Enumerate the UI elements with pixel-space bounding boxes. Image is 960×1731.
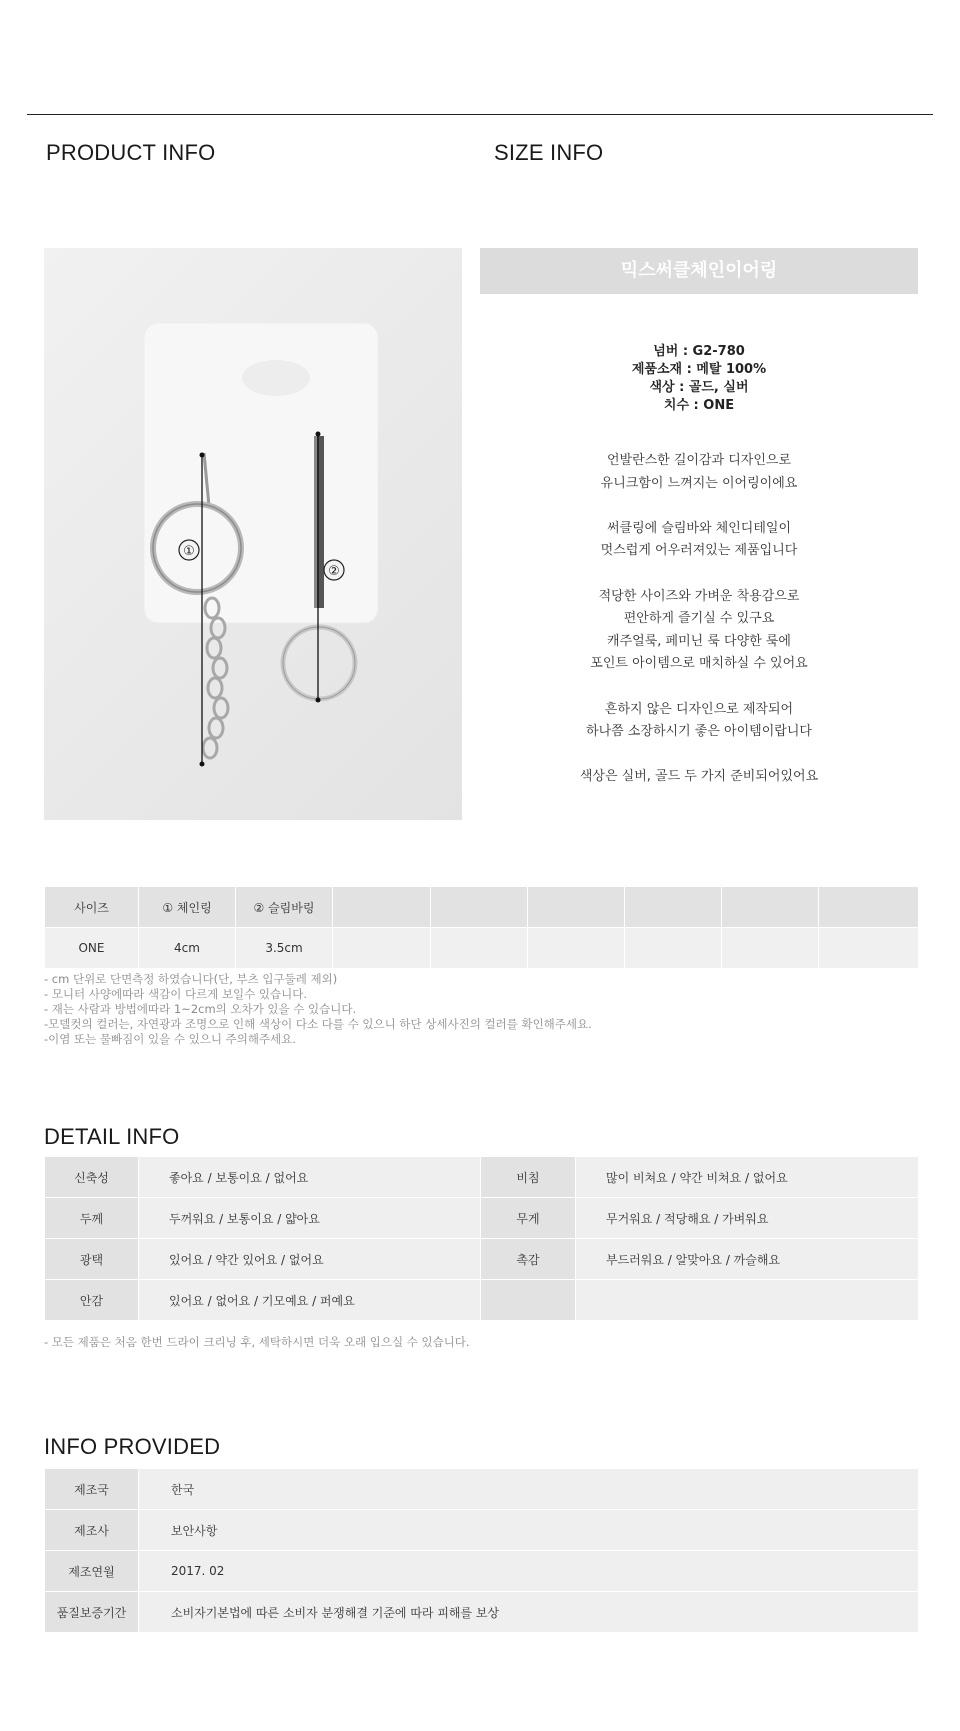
desc-line: 적당한 사이즈와 가벼운 착용감으로: [598, 588, 800, 604]
table-row: [45, 1280, 919, 1321]
size-table-header: [45, 887, 919, 928]
info-key: 제조연월: [45, 1551, 139, 1592]
size-header-cell: [528, 887, 625, 928]
table-row: [45, 1198, 919, 1239]
size-header-cell: [819, 887, 919, 928]
detail-table: [44, 1156, 919, 1321]
desc-line: 유니크함이 느껴지는 이어링이에요: [600, 475, 798, 491]
size-notes: [44, 972, 918, 1047]
detail-key: 촉감: [481, 1239, 576, 1280]
detail-key: 신축성: [45, 1157, 139, 1198]
detail-key: [481, 1280, 576, 1321]
spec-color: 색상 : 골드, 실버: [649, 380, 749, 395]
table-row: [45, 1510, 919, 1551]
detail-value: 있어요 / 약간 있어요 / 없어요: [139, 1239, 481, 1280]
table-row: [45, 1469, 919, 1510]
size-header-cell: ② 슬림바링: [236, 887, 333, 928]
product-info-heading: PRODUCT INFO: [46, 140, 216, 165]
size-cell: [625, 928, 722, 969]
detail-key: 비침: [481, 1157, 576, 1198]
desc-line: 캐주얼룩, 페미닌 룩 다양한 룩에: [607, 633, 791, 649]
size-note: - 재는 사람과 방법에따라 1~2cm의 오차가 있을 수 있습니다.: [44, 1002, 357, 1016]
detail-info-heading: DETAIL INFO: [44, 1124, 180, 1149]
product-description: [480, 450, 918, 789]
size-note: - 모니터 사양에따라 색감이 다르게 보일수 있습니다.: [44, 987, 308, 1001]
info-provided-heading: INFO PROVIDED: [44, 1434, 221, 1459]
table-row: [45, 1239, 919, 1280]
detail-value: 무거워요 / 적당해요 / 가벼워요: [576, 1198, 919, 1239]
detail-value: 많이 비쳐요 / 약간 비쳐요 / 없어요: [576, 1157, 919, 1198]
detail-value: 부드러워요 / 알맞아요 / 까슬해요: [576, 1239, 919, 1280]
desc-line: 편안하게 즐기실 수 있구요: [623, 611, 775, 627]
table-row: [45, 1592, 919, 1633]
size-header-cell: [722, 887, 819, 928]
size-note: -이염 또는 물빠짐이 있을 수 있으니 주의해주세요.: [44, 1032, 296, 1046]
size-header-cell: [625, 887, 722, 928]
info-provided-table: [44, 1468, 919, 1633]
desc-line: 하나쯤 소장하시기 좋은 아이템이랍니다: [586, 724, 812, 740]
marker-1: ①: [183, 544, 195, 559]
detail-value: 있어요 / 없어요 / 기모예요 / 퍼예요: [139, 1280, 481, 1321]
size-header-cell: ① 체인링: [139, 887, 236, 928]
spec-material: 제품소재 : 메탈 100%: [631, 362, 767, 377]
product-photo: [44, 248, 462, 820]
size-cell: [722, 928, 819, 969]
spec-number: 넘버 : G2-780: [653, 344, 745, 359]
table-row: [45, 1551, 919, 1592]
size-cell: [431, 928, 528, 969]
info-key: 제조사: [45, 1510, 139, 1551]
table-row: [45, 928, 919, 969]
size-cell: [528, 928, 625, 969]
size-cell: [333, 928, 431, 969]
product-name-bar: 믹스써클체인이어링: [480, 248, 918, 294]
size-cell: 3.5cm: [236, 928, 333, 969]
desc-line: 써클링에 슬림바와 체인디테일이: [606, 520, 792, 536]
desc-line: 포인트 아이템으로 매치하실 수 있어요: [590, 656, 808, 672]
size-note: -모델컷의 컬러는, 자연광과 조명으로 인해 색상이 다소 다를 수 있으니 하단 상세사진의 컬러를 확인해주세요.: [44, 1017, 592, 1031]
size-header-cell: 사이즈: [45, 887, 139, 928]
detail-value: [576, 1280, 919, 1321]
detail-value: 좋아요 / 보통이요 / 없어요: [139, 1157, 481, 1198]
table-row: [45, 1157, 919, 1198]
detail-key: 두께: [45, 1198, 139, 1239]
desc-line: 흔하지 않은 디자인으로 제작되어: [604, 701, 794, 717]
size-note: - cm 단위로 단면측정 하였습니다(단, 부츠 입구둘레 제외): [44, 972, 338, 986]
size-info-heading: SIZE INFO: [494, 140, 604, 165]
size-cell: 4cm: [139, 928, 236, 969]
top-divider: [27, 114, 933, 115]
product-specs: [480, 343, 918, 415]
size-table: [44, 886, 919, 969]
size-cell: [819, 928, 919, 969]
size-cell: ONE: [45, 928, 139, 969]
size-header-cell: [431, 887, 528, 928]
desc-line: 색상은 실버, 골드 두 가지 준비되어있어요: [579, 769, 819, 785]
info-key: 품질보증기간: [45, 1592, 139, 1633]
detail-value: 두꺼워요 / 보통이요 / 얇아요: [139, 1198, 481, 1239]
detail-key: 무게: [481, 1198, 576, 1239]
card-hole: [242, 360, 310, 396]
detail-key: 광택: [45, 1239, 139, 1280]
info-value: 소비자기본법에 따른 소비자 분쟁해결 기준에 따라 피해를 보상: [139, 1592, 919, 1633]
spec-size: 치수 : ONE: [663, 398, 735, 413]
desc-line: 멋스럽게 어우러져있는 제품입니다: [600, 543, 798, 559]
detail-care-note: - 모든 제품은 처음 한번 드라이 크리닝 후, 세탁하시면 더욱 오래 입으실 수 있습니다.: [44, 1335, 470, 1349]
desc-line: 언발란스한 길이감과 디자인으로: [606, 453, 792, 468]
size-header-cell: [333, 887, 431, 928]
detail-key: 안감: [45, 1280, 139, 1321]
info-value: 한국: [139, 1469, 919, 1510]
info-value: 2017. 02: [139, 1551, 919, 1592]
info-key: 제조국: [45, 1469, 139, 1510]
marker-2: ②: [328, 564, 340, 579]
info-value: 보안사항: [139, 1510, 919, 1551]
